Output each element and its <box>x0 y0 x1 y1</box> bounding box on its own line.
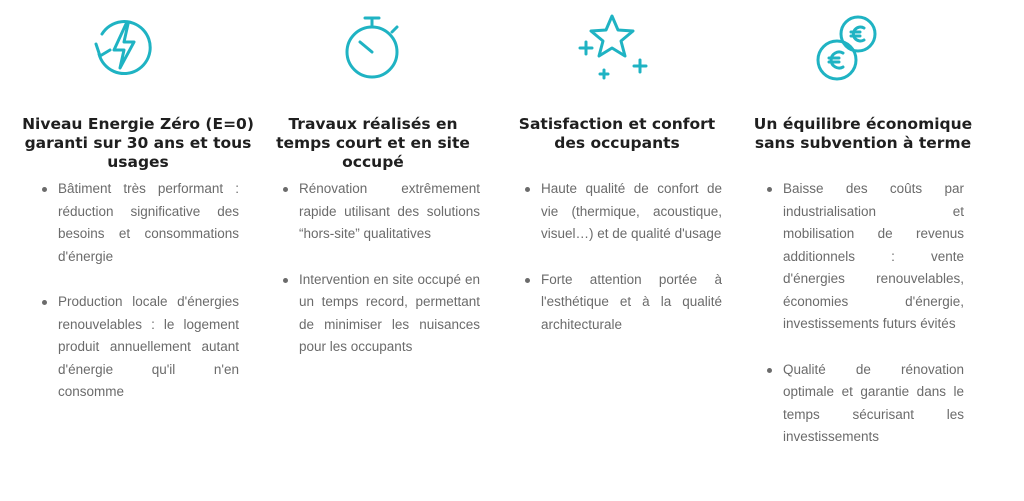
list-item: Rénovation extrêmement rapide utilisant des solutions “hors-site” qualitatives <box>283 178 480 246</box>
column-list-energy <box>42 178 239 427</box>
column-list-equilibre <box>767 178 964 472</box>
sparkle-star-icon <box>574 12 650 82</box>
list-item: Bâtiment très performant : réduction significative des besoins et consommations d'énergie <box>42 178 239 268</box>
list-item: Haute qualité de confort de vie (thermique, acoustique, visuel…) et de qualité d'usage <box>525 178 722 246</box>
list-item: Baisse des coûts par industrialisation et mobilisation de revenus additionnels : vente d'énergies renouvelables, économies d'énergie, investissements futurs évités <box>767 178 964 336</box>
column-list-travaux <box>283 178 480 382</box>
column-title-energy: Niveau Energie Zéro (E=0) garanti sur 30 ans et tous usages <box>22 115 254 171</box>
column-title-equilibre: Un équilibre économique sans subvention à terme <box>753 115 973 152</box>
column-list-satisfaction <box>525 178 722 359</box>
euro-coins-icon <box>812 12 880 84</box>
column-title-satisfaction: Satisfaction et confort des occupants <box>518 115 716 152</box>
list-item: Intervention en site occupé en un temps record, permettant de minimiser les nuisances pour les occupants <box>283 269 480 359</box>
list-item: Production locale d'énergies renouvelables : le logement produit annuellement autant d'énergie qu'il n'en consomme <box>42 291 239 404</box>
stopwatch-icon <box>340 12 404 82</box>
energy-refresh-icon <box>90 14 156 80</box>
list-item: Forte attention portée à l'esthétique et à la qualité architecturale <box>525 269 722 337</box>
list-item: Qualité de rénovation optimale et garantie dans le temps sécurisant les investissements <box>767 359 964 449</box>
column-title-travaux: Travaux réalisés en temps court et en site occupé <box>276 115 470 171</box>
